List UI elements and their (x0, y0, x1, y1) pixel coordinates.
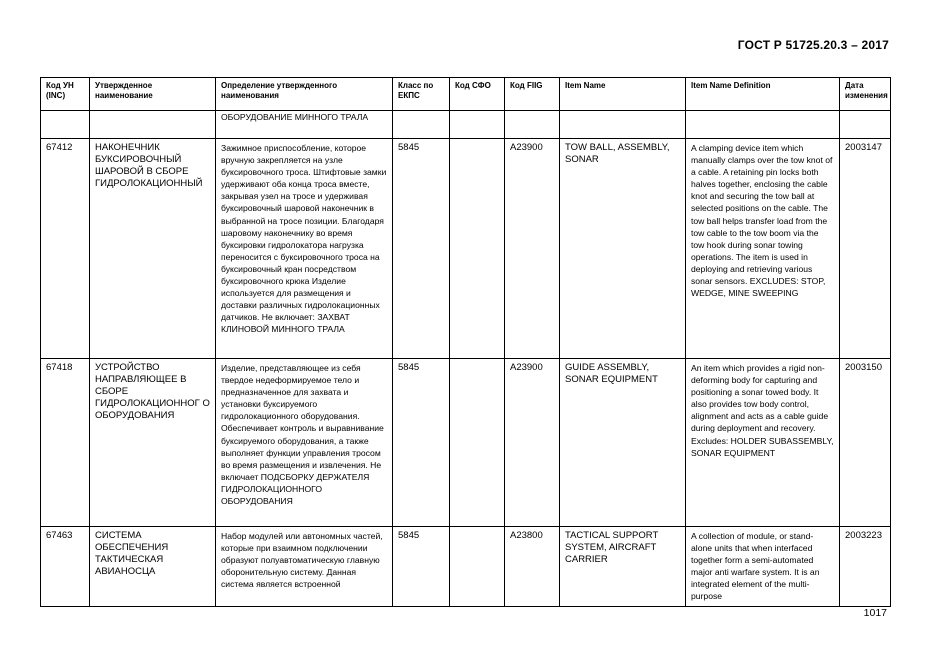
header-sfo: Код СФО (450, 78, 505, 111)
cell-definition-ru: Набор модулей или автономных частей, которые при взаимном подключении образуют полуавтоматическую главную оборонительную систему. Данная система является встроенной (216, 527, 393, 607)
cell-name-ru: УСТРОЙСТВО НАПРАВЛЯЮЩЕЕ В СБОРЕ ГИДРОЛОКАЦИОННОГ О ОБОРУДОВАНИЯ (90, 359, 216, 527)
header-definition-en: Item Name Definition (686, 78, 840, 111)
cell-class: 5845 (393, 139, 450, 359)
cell-inc: 67418 (41, 359, 90, 527)
table-row (41, 139, 891, 359)
cell-definition-en: A clamping device item which manually clamps over the tow knot of a cable. A retaining pin locks both halves together, enclosing the cable knot and securing the tow ball at selected positions on the cable. The tow ball helps transfer load from the tow cable to the tow boom via the tow hook during sonar towing operations. The item is used in deploying and retrieving various sonar sensors. EXCLUDES: STOP, WEDGE, MINE SWEEPING (686, 139, 840, 359)
cell-sfo (450, 527, 505, 607)
cell-definition-ru: Изделие, представляющее из себя твердое недеформируемое тело и предназначенное для захвата и установки буксируемого гидролокационного оборудования. Обеспечивает контроль и выравнивание буксируемого оборудования, а также выполняет функции управления тросом во время размещения и извлечения. Не включает ПОДСБОРКУ ДЕРЖАТЕЛЯ ГИДРОЛОКАЦИОННОГО ОБОРУДОВАНИЯ (216, 359, 393, 527)
cell-definition-ru: Зажимное приспособление, которое вручную закрепляется на узле буксировочного троса. Штифтовые замки удерживают оба конца троса вместе, закрывая узел на тросе и удерживая буксировочный шаровой наконечник в выбранной на тросе позиции. Благодаря шаровому наконечнику во время буксировки гидролокатора нагрузка переносится с буксировочного троса на буксировочный кран посредством буксировочного крюка Изделие используется для размещения и доставки различных гидролокационных датчиков. Не включает: ЗАХВАТ КЛИНОВОЙ МИННОГО ТРАЛА (216, 139, 393, 359)
cell-definition-en: An item which provides a rigid non-deforming body for capturing and positioning a sonar towed body. It also provides tow body control, alignment and acts as a cable guide during deployment and recovery. Excludes: HOLDER SUBASSEMBLY, SONAR EQUIPMENT (686, 359, 840, 527)
header-date: Дата изменения (840, 78, 891, 111)
continuation-text: ОБОРУДОВАНИЕ МИННОГО ТРАЛА (216, 111, 393, 139)
cell-class: 5845 (393, 527, 450, 607)
header-item-name: Item Name (560, 78, 686, 111)
cell-fiig: A23800 (505, 527, 560, 607)
cell-name-ru: СИСТЕМА ОБЕСПЕЧЕНИЯ ТАКТИЧЕСКАЯ АВИАНОСЦА (90, 527, 216, 607)
page-number: 1017 (863, 607, 887, 619)
header-definition-ru: Определение утвержденного наименования (216, 78, 393, 111)
header-class: Класс по ЕКПС (393, 78, 450, 111)
cell-sfo (450, 139, 505, 359)
cell-item-name: TACTICAL SUPPORT SYSTEM, AIRCRAFT CARRIER (560, 527, 686, 607)
cell-class: 5845 (393, 359, 450, 527)
header-fiig: Код FIIG (505, 78, 560, 111)
cell-fiig: A23900 (505, 359, 560, 527)
cell-definition-en: A collection of module, or stand-alone units that when interfaced together form a semi-automated major anti warfare system. It is an integrated element of the multi-purpose (686, 527, 840, 607)
header-inc: Код УН (INC) (41, 78, 90, 111)
nomenclature-table (40, 77, 891, 607)
table-row (41, 527, 891, 607)
document-title: ГОСТ Р 51725.20.3 – 2017 (737, 38, 889, 52)
cell-date: 2003150 (840, 359, 891, 527)
table-row-continuation (41, 111, 891, 139)
cell-fiig: A23900 (505, 139, 560, 359)
cell-inc: 67412 (41, 139, 90, 359)
cell-date: 2003147 (840, 139, 891, 359)
header-name-ru: Утвержденное наименование (90, 78, 216, 111)
cell-inc: 67463 (41, 527, 90, 607)
cell-name-ru: НАКОНЕЧНИК БУКСИРОВОЧНЫЙ ШАРОВОЙ В СБОРЕ ГИДРОЛОКАЦИОННЫЙ (90, 139, 216, 359)
cell-date: 2003223 (840, 527, 891, 607)
cell-item-name: GUIDE ASSEMBLY, SONAR EQUIPMENT (560, 359, 686, 527)
cell-item-name: TOW BALL, ASSEMBLY, SONAR (560, 139, 686, 359)
table-row (41, 359, 891, 527)
table-header-row (41, 78, 891, 111)
cell-sfo (450, 359, 505, 527)
